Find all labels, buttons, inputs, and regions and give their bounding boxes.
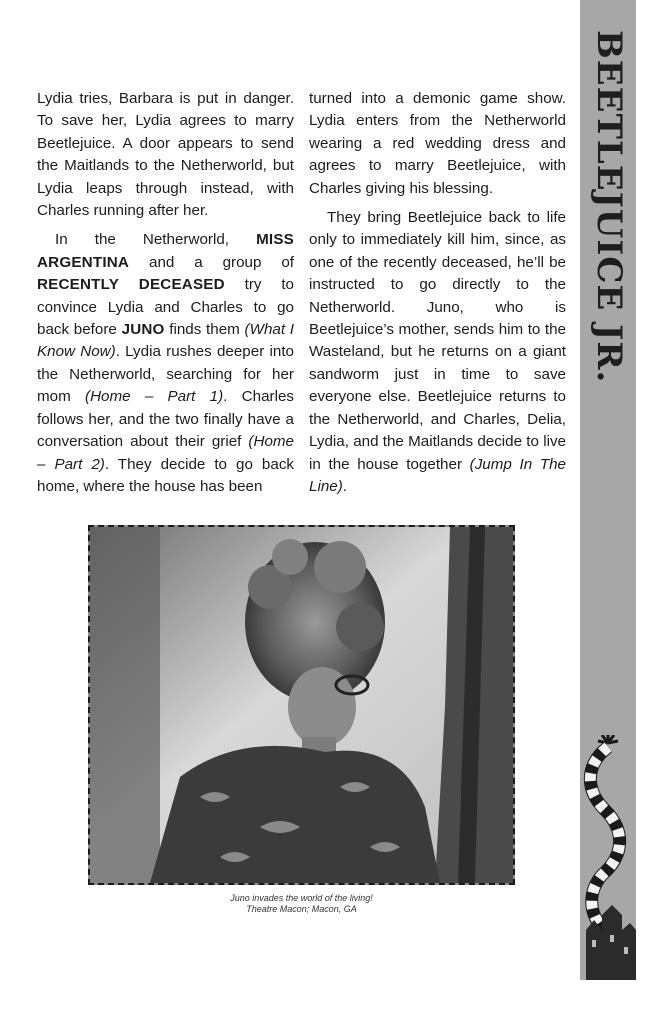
body-text: and a group of [129,253,294,271]
character-name: RECENTLY DECEASED [37,276,225,294]
caption-line: Theatre Macon; Macon, GA [246,904,357,914]
paragraph [37,229,294,498]
sandworm-and-house-icon [580,735,636,985]
body-text: . They decide to go back home, where the house has been [37,455,295,495]
right-text-column [309,88,566,505]
body-text: . [342,477,348,495]
body-text: . Lydia rushes deeper into the Netherworld, searching for her mom [37,343,294,406]
left-text-column [37,88,294,505]
production-photo [88,525,515,885]
photo-caption [88,893,515,915]
song-title: (Home – Part 1) [85,388,224,406]
body-text: try to convince Lydia and Charles to go back before [37,276,294,339]
caption-line: Juno invades the world of the living! [230,893,373,903]
body-text: finds them [164,321,245,339]
body-text: . Charles follows her, and the two finally have a conversation about their grief [37,388,294,451]
body-text: They bring Beetlejuice back to life only to immediately kill him, since, as one of the recently deceased, he’ll be instructed to go directly to the Netherworld. Juno, who is Beetlejuice’s mother, sends him to the Wasteland, but he returns on a giant sandworm just in time to save everyone else. Beetlejuice returns to the Netherworld, and Charles, Delia, Lydia, and the Maitlands decide to live in the house together [309,209,566,473]
character-name: MISS ARGENTINA [37,231,294,271]
show-title: BEETLEJUICE JR. [589,30,629,384]
photo-juno-icon [90,527,513,883]
paragraph: turned into a demonic game show. Lydia enters from the Netherworld wearing a red wedding dress and agrees to marry Beetlejuice, with Charles giving his blessing. [309,90,566,197]
song-title: (Jump In The Line) [309,455,566,495]
paragraph [309,207,566,498]
paragraph: Lydia tries, Barbara is put in danger. To save her, Lydia agrees to marry Beetlejuice. A door appears to send the Maitlands to the Netherworld, but Lydia leaps through instead, with Charles running after her. [37,90,294,220]
character-name: JUNO [121,321,165,339]
song-title: (What I Know Now) [37,321,294,361]
body-text: In the Netherworld, [55,231,257,249]
song-title: (Home – Part 2) [37,433,294,473]
